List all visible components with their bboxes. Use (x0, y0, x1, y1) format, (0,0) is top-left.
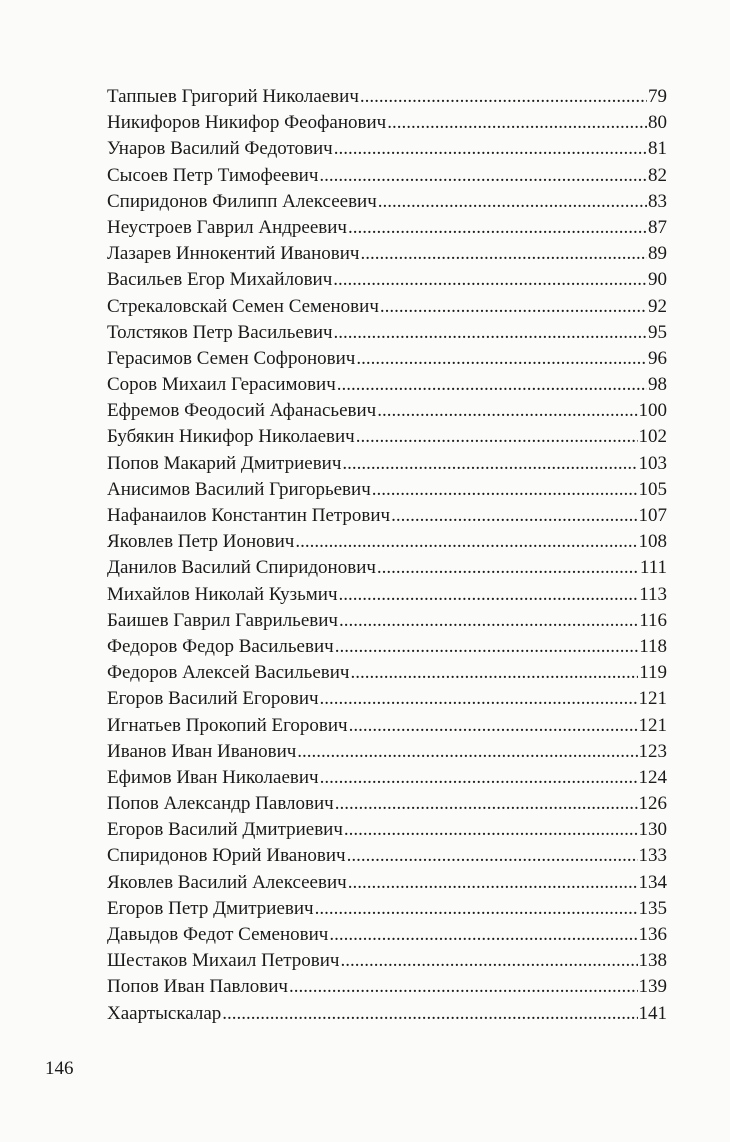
toc-entry-page: 107 (638, 505, 667, 526)
toc-entry-page: 119 (639, 662, 667, 684)
dot-leader (334, 320, 647, 346)
dot-leader (360, 241, 647, 267)
toc-entry-name: Шестаков Михаил Петрович (107, 950, 340, 972)
dot-leader (329, 922, 637, 948)
toc-entry-page: 95 (648, 321, 667, 343)
page-number: 146 (45, 1058, 74, 1079)
toc-entry-name: Попов Иван Павлович (107, 976, 288, 998)
dot-leader (372, 477, 638, 503)
toc-entry-name: Федоров Федор Васильевич (107, 635, 334, 657)
dot-leader (297, 739, 637, 765)
dot-leader (337, 372, 647, 398)
dot-leader (320, 686, 638, 712)
toc-entry-page: 139 (638, 976, 667, 998)
toc-entry-name: Соров Михаил Герасимович (107, 374, 336, 396)
toc-entry-name: Ефремов Феодосий Афанасьевич (107, 400, 377, 422)
dot-leader (339, 582, 639, 608)
dot-leader (222, 1001, 637, 1027)
toc-entry-name: Ефимов Иван Николаевич (107, 766, 319, 788)
toc-entry (107, 686, 667, 712)
dot-leader (348, 870, 638, 896)
toc-entry (107, 136, 667, 162)
toc-entry-page: 111 (639, 557, 667, 579)
toc-entry (107, 948, 667, 974)
toc-entry (107, 713, 667, 739)
toc-entry (107, 346, 667, 372)
toc-entry-name: Таппыев Григорий Николаевич (107, 86, 359, 107)
dot-leader (335, 634, 639, 660)
toc-entry-page: 123 (638, 740, 667, 762)
toc-entry-page: 124 (638, 766, 667, 788)
dot-leader (319, 163, 647, 189)
toc-entry-page: 108 (638, 531, 667, 553)
toc-entry (107, 634, 667, 660)
toc-entry (107, 503, 667, 529)
toc-entry (107, 451, 667, 477)
toc-entry-page: 116 (639, 609, 667, 631)
dot-leader (289, 974, 638, 1000)
dot-leader (391, 503, 637, 529)
toc-entry-name: Баишев Гаврил Гаврильевич (107, 609, 338, 631)
toc-entry-name: Спиридонов Юрий Иванович (107, 845, 346, 867)
dot-leader (344, 817, 638, 843)
dot-leader (360, 84, 647, 110)
toc-entry (107, 974, 667, 1000)
toc-entry-name: Федоров Алексей Васильевич (107, 662, 350, 684)
toc-entry (107, 739, 667, 765)
toc-entry-name: Спиридонов Филипп Алексеевич (107, 190, 377, 212)
toc-entry-page: 135 (638, 897, 667, 919)
toc-entry (107, 870, 667, 896)
toc-entry (107, 817, 667, 843)
dot-leader (315, 896, 638, 922)
toc-entry (107, 791, 667, 817)
toc-entry-name: Унаров Василий Федотович (107, 138, 333, 160)
toc-entry-page: 130 (638, 819, 667, 841)
toc-entry-page: 100 (638, 400, 667, 422)
toc-entry (107, 765, 667, 791)
toc-entry-name: Бубякин Никифор Николаевич (107, 426, 355, 448)
toc-entry-name: Сысоев Петр Тимофеевич (107, 164, 319, 186)
toc-entry (107, 424, 667, 450)
toc-entry-page: 113 (639, 583, 667, 605)
toc-entry-page: 121 (638, 688, 667, 710)
dot-leader (377, 555, 639, 581)
toc-entry-name: Попов Макарий Дмитриевич (107, 452, 342, 474)
toc-entry (107, 320, 667, 346)
toc-entry (107, 922, 667, 948)
toc-entry-name: Давыдов Федот Семенович (107, 924, 329, 945)
toc-entry-page: 89 (648, 243, 667, 265)
toc-entry (107, 163, 667, 189)
toc-entry-name: Игнатьев Прокопий Егорович (107, 714, 348, 736)
toc-entry-name: Иванов Иван Иванович (107, 740, 297, 762)
dot-leader (320, 765, 638, 791)
toc-entry-page: 134 (638, 871, 667, 893)
toc-entry-name: Неустроев Гаврил Андреевич (107, 216, 347, 238)
toc-entry-name: Нафанаилов Константин Петрович (107, 505, 391, 526)
toc-entry-name: Стрекаловскай Семен Семенович (107, 295, 379, 317)
toc-entry-page: 80 (648, 112, 667, 134)
toc-entry-name: Данилов Василий Спиридонович (107, 557, 376, 579)
toc-entry-page: 98 (648, 374, 667, 396)
toc-entry (107, 215, 667, 241)
dot-leader (356, 424, 638, 450)
toc-entry (107, 189, 667, 215)
dot-leader (339, 608, 638, 634)
toc-entry-page: 83 (648, 190, 667, 212)
dot-leader (349, 713, 638, 739)
toc-entry-name: Егоров Василий Дмитриевич (107, 819, 343, 841)
toc-entry-name: Лазарев Иннокентий Иванович (107, 243, 360, 265)
dot-leader (334, 136, 647, 162)
toc-entry-page: 121 (638, 714, 667, 736)
toc-entry (107, 267, 667, 293)
toc-entry-name: Хаартыскалар (107, 1002, 222, 1024)
toc-entry-page: 126 (638, 793, 667, 815)
toc-entry (107, 372, 667, 398)
toc-entry (107, 529, 667, 555)
toc-entry-page: 92 (648, 295, 667, 317)
toc-entry-name: Яковлев Петр Ионович (107, 531, 295, 553)
toc-entry-page: 87 (648, 216, 667, 238)
toc-entry-page: 138 (638, 950, 667, 972)
dot-leader (356, 346, 647, 372)
toc-entry (107, 398, 667, 424)
dot-leader (387, 110, 647, 136)
toc-entry-page: 81 (648, 138, 667, 160)
toc-entry (107, 110, 667, 136)
dot-leader (380, 294, 647, 320)
toc-entry-page: 118 (639, 635, 667, 657)
toc-entry-page: 133 (638, 845, 667, 867)
toc-entry-name: Толстяков Петр Васильевич (107, 321, 333, 343)
toc-entry-name: Яковлев Василий Алексеевич (107, 871, 347, 893)
toc-entry (107, 477, 667, 503)
toc-entry-page: 102 (638, 426, 667, 448)
toc-entry-page: 141 (638, 1002, 667, 1024)
toc-entry (107, 843, 667, 869)
toc-entry-page: 136 (638, 924, 667, 945)
toc-entry-page: 103 (638, 452, 667, 474)
toc-entry (107, 660, 667, 686)
toc-entry-page: 82 (648, 164, 667, 186)
dot-leader (335, 791, 638, 817)
toc-entry (107, 896, 667, 922)
toc-entry (107, 84, 667, 110)
toc-entry (107, 241, 667, 267)
toc-entry (107, 1001, 667, 1027)
toc-entry (107, 555, 667, 581)
toc-entry-name: Анисимов Василий Григорьевич (107, 478, 371, 500)
toc-entry-page: 90 (648, 269, 667, 291)
toc-entry (107, 294, 667, 320)
dot-leader (378, 189, 647, 215)
dot-leader (333, 267, 647, 293)
dot-leader (350, 660, 638, 686)
dot-leader (348, 215, 647, 241)
dot-leader (341, 948, 638, 974)
toc-entry-name: Васильев Егор Михайлович (107, 269, 333, 291)
toc-entry-page: 79 (648, 86, 667, 107)
toc-entry (107, 582, 667, 608)
toc-entry-name: Попов Александр Павлович (107, 793, 334, 815)
toc-entry-name: Михайлов Николай Кузьмич (107, 583, 338, 605)
dot-leader (347, 843, 638, 869)
toc-entry-page: 105 (638, 478, 667, 500)
dot-leader (377, 398, 637, 424)
dot-leader (295, 529, 637, 555)
toc-entry-name: Егоров Василий Егорович (107, 688, 319, 710)
toc-entry-page: 96 (648, 347, 667, 369)
dot-leader (342, 451, 637, 477)
toc-entry-name: Никифоров Никифор Феофанович (107, 112, 387, 134)
toc-entry-name: Герасимов Семен Софронович (107, 347, 356, 369)
toc-entry-name: Егоров Петр Дмитриевич (107, 897, 314, 919)
toc-entry (107, 608, 667, 634)
table-of-contents (107, 84, 667, 1027)
